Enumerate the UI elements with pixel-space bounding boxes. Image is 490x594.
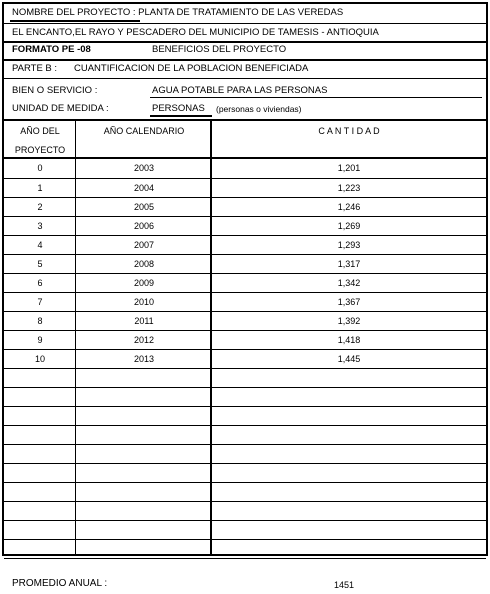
table-row — [4, 311, 486, 330]
col-header-project-year-1: AÑO DEL — [20, 126, 60, 136]
project-year-cell: 5 — [4, 254, 76, 273]
table-row — [4, 178, 486, 197]
project-year-cell: 10 — [4, 349, 76, 368]
quantity-cell: 1,367 — [212, 292, 486, 311]
quantity-cell: 1,342 — [212, 273, 486, 292]
project-year-cell: 4 — [4, 235, 76, 254]
quantity-cell — [212, 463, 486, 482]
calendar-year-cell: 2008 — [76, 254, 212, 273]
unit-value: PERSONAS — [152, 103, 205, 114]
table-row — [4, 406, 486, 425]
calendar-year-cell: 2012 — [76, 330, 212, 349]
project-year-cell — [4, 539, 76, 558]
calendar-year-cell — [76, 425, 212, 444]
table-row — [4, 463, 486, 482]
project-location: EL ENCANTO,EL RAYO Y PESCADERO DEL MUNICIPIO DE TAMESIS - ANTIOQUIA — [12, 27, 379, 38]
quantity-cell — [212, 501, 486, 520]
part-title: CUANTIFICACION DE LA POBLACION BENEFICIADA — [74, 63, 309, 74]
quantity-cell: 1,223 — [212, 178, 486, 197]
calendar-year-cell: 2009 — [76, 273, 212, 292]
quantity-cell — [212, 425, 486, 444]
project-year-cell — [4, 387, 76, 406]
unit-label: UNIDAD DE MEDIDA : — [12, 103, 109, 114]
table-row — [4, 273, 486, 292]
quantity-cell — [212, 406, 486, 425]
calendar-year-cell: 2004 — [76, 178, 212, 197]
quantity-cell: 1,392 — [212, 311, 486, 330]
project-year-cell — [4, 406, 76, 425]
table-row — [4, 235, 486, 254]
average-value: 1451 — [334, 580, 355, 590]
format-code: FORMATO PE -08 — [12, 44, 91, 55]
divider — [4, 78, 486, 79]
calendar-year-cell: 2010 — [76, 292, 212, 311]
quantity-cell: 1,317 — [212, 254, 486, 273]
quantity-cell — [212, 444, 486, 463]
quantity-cell: 1,269 — [212, 216, 486, 235]
project-year-cell: 0 — [4, 159, 76, 178]
project-year-cell — [4, 463, 76, 482]
table-row — [4, 216, 486, 235]
calendar-year-cell: 2007 — [76, 235, 212, 254]
calendar-year-cell: 2006 — [76, 216, 212, 235]
table-row — [4, 444, 486, 463]
quantity-cell: 1,293 — [212, 235, 486, 254]
beneficiary-table — [4, 159, 486, 559]
part-label: PARTE B : — [12, 63, 58, 74]
table-row — [4, 330, 486, 349]
calendar-year-cell — [76, 520, 212, 539]
table-row — [4, 254, 486, 273]
quantity-cell — [212, 520, 486, 539]
service-label: BIEN O SERVICIO : — [12, 85, 98, 96]
divider — [4, 23, 486, 24]
table-row — [4, 482, 486, 501]
project-year-cell — [4, 368, 76, 387]
calendar-year-cell — [76, 387, 212, 406]
table-row — [4, 349, 486, 368]
table-row — [4, 520, 486, 539]
quantity-cell: 1,201 — [212, 159, 486, 178]
average-label: PROMEDIO ANUAL : — [12, 578, 108, 589]
service-underline — [150, 97, 482, 98]
format-title: BENEFICIOS DEL PROYECTO — [152, 44, 287, 55]
col-header-quantity: C A N T I D A D — [318, 126, 380, 136]
calendar-year-cell: 2011 — [76, 311, 212, 330]
calendar-year-cell: 2003 — [76, 159, 212, 178]
col-header-calendar-year: AÑO CALENDARIO — [103, 126, 185, 136]
calendar-year-cell — [76, 463, 212, 482]
calendar-year-cell — [76, 539, 212, 558]
quantity-cell: 1,246 — [212, 197, 486, 216]
quantity-cell — [212, 368, 486, 387]
project-name-underline — [10, 20, 140, 22]
project-name: NOMBRE DEL PROYECTO : PLANTA DE TRATAMIENTO DE LAS VEREDAS — [12, 7, 344, 18]
calendar-year-cell — [76, 501, 212, 520]
quantity-cell — [212, 387, 486, 406]
project-year-cell: 3 — [4, 216, 76, 235]
project-year-cell: 9 — [4, 330, 76, 349]
project-year-cell — [4, 501, 76, 520]
table-row — [4, 387, 486, 406]
project-year-cell: 7 — [4, 292, 76, 311]
project-year-cell: 8 — [4, 311, 76, 330]
divider — [4, 59, 486, 61]
table-row — [4, 159, 486, 178]
calendar-year-cell — [76, 406, 212, 425]
divider — [4, 119, 486, 121]
divider — [4, 41, 486, 43]
project-year-cell — [4, 482, 76, 501]
table-row — [4, 197, 486, 216]
table-row — [4, 425, 486, 444]
unit-underline — [150, 115, 212, 117]
unit-note: (personas o viviendas) — [216, 104, 302, 114]
table-row — [4, 292, 486, 311]
project-year-cell: 1 — [4, 178, 76, 197]
table-row — [4, 368, 486, 387]
quantity-cell: 1,445 — [212, 349, 486, 368]
calendar-year-cell — [76, 368, 212, 387]
calendar-year-cell: 2005 — [76, 197, 212, 216]
quantity-cell — [212, 482, 486, 501]
table-row — [4, 501, 486, 520]
col-header-project-year-2: PROYECTO — [14, 145, 66, 155]
project-year-cell — [4, 444, 76, 463]
project-year-cell: 6 — [4, 273, 76, 292]
calendar-year-cell — [76, 444, 212, 463]
calendar-year-cell: 2013 — [76, 349, 212, 368]
project-year-cell: 2 — [4, 197, 76, 216]
quantity-cell — [212, 539, 486, 558]
table-row — [4, 539, 486, 558]
project-year-cell — [4, 425, 76, 444]
service-value: AGUA POTABLE PARA LAS PERSONAS — [152, 85, 328, 96]
project-year-cell — [4, 520, 76, 539]
quantity-cell: 1,418 — [212, 330, 486, 349]
calendar-year-cell — [76, 482, 212, 501]
project-form-sheet — [2, 2, 488, 556]
